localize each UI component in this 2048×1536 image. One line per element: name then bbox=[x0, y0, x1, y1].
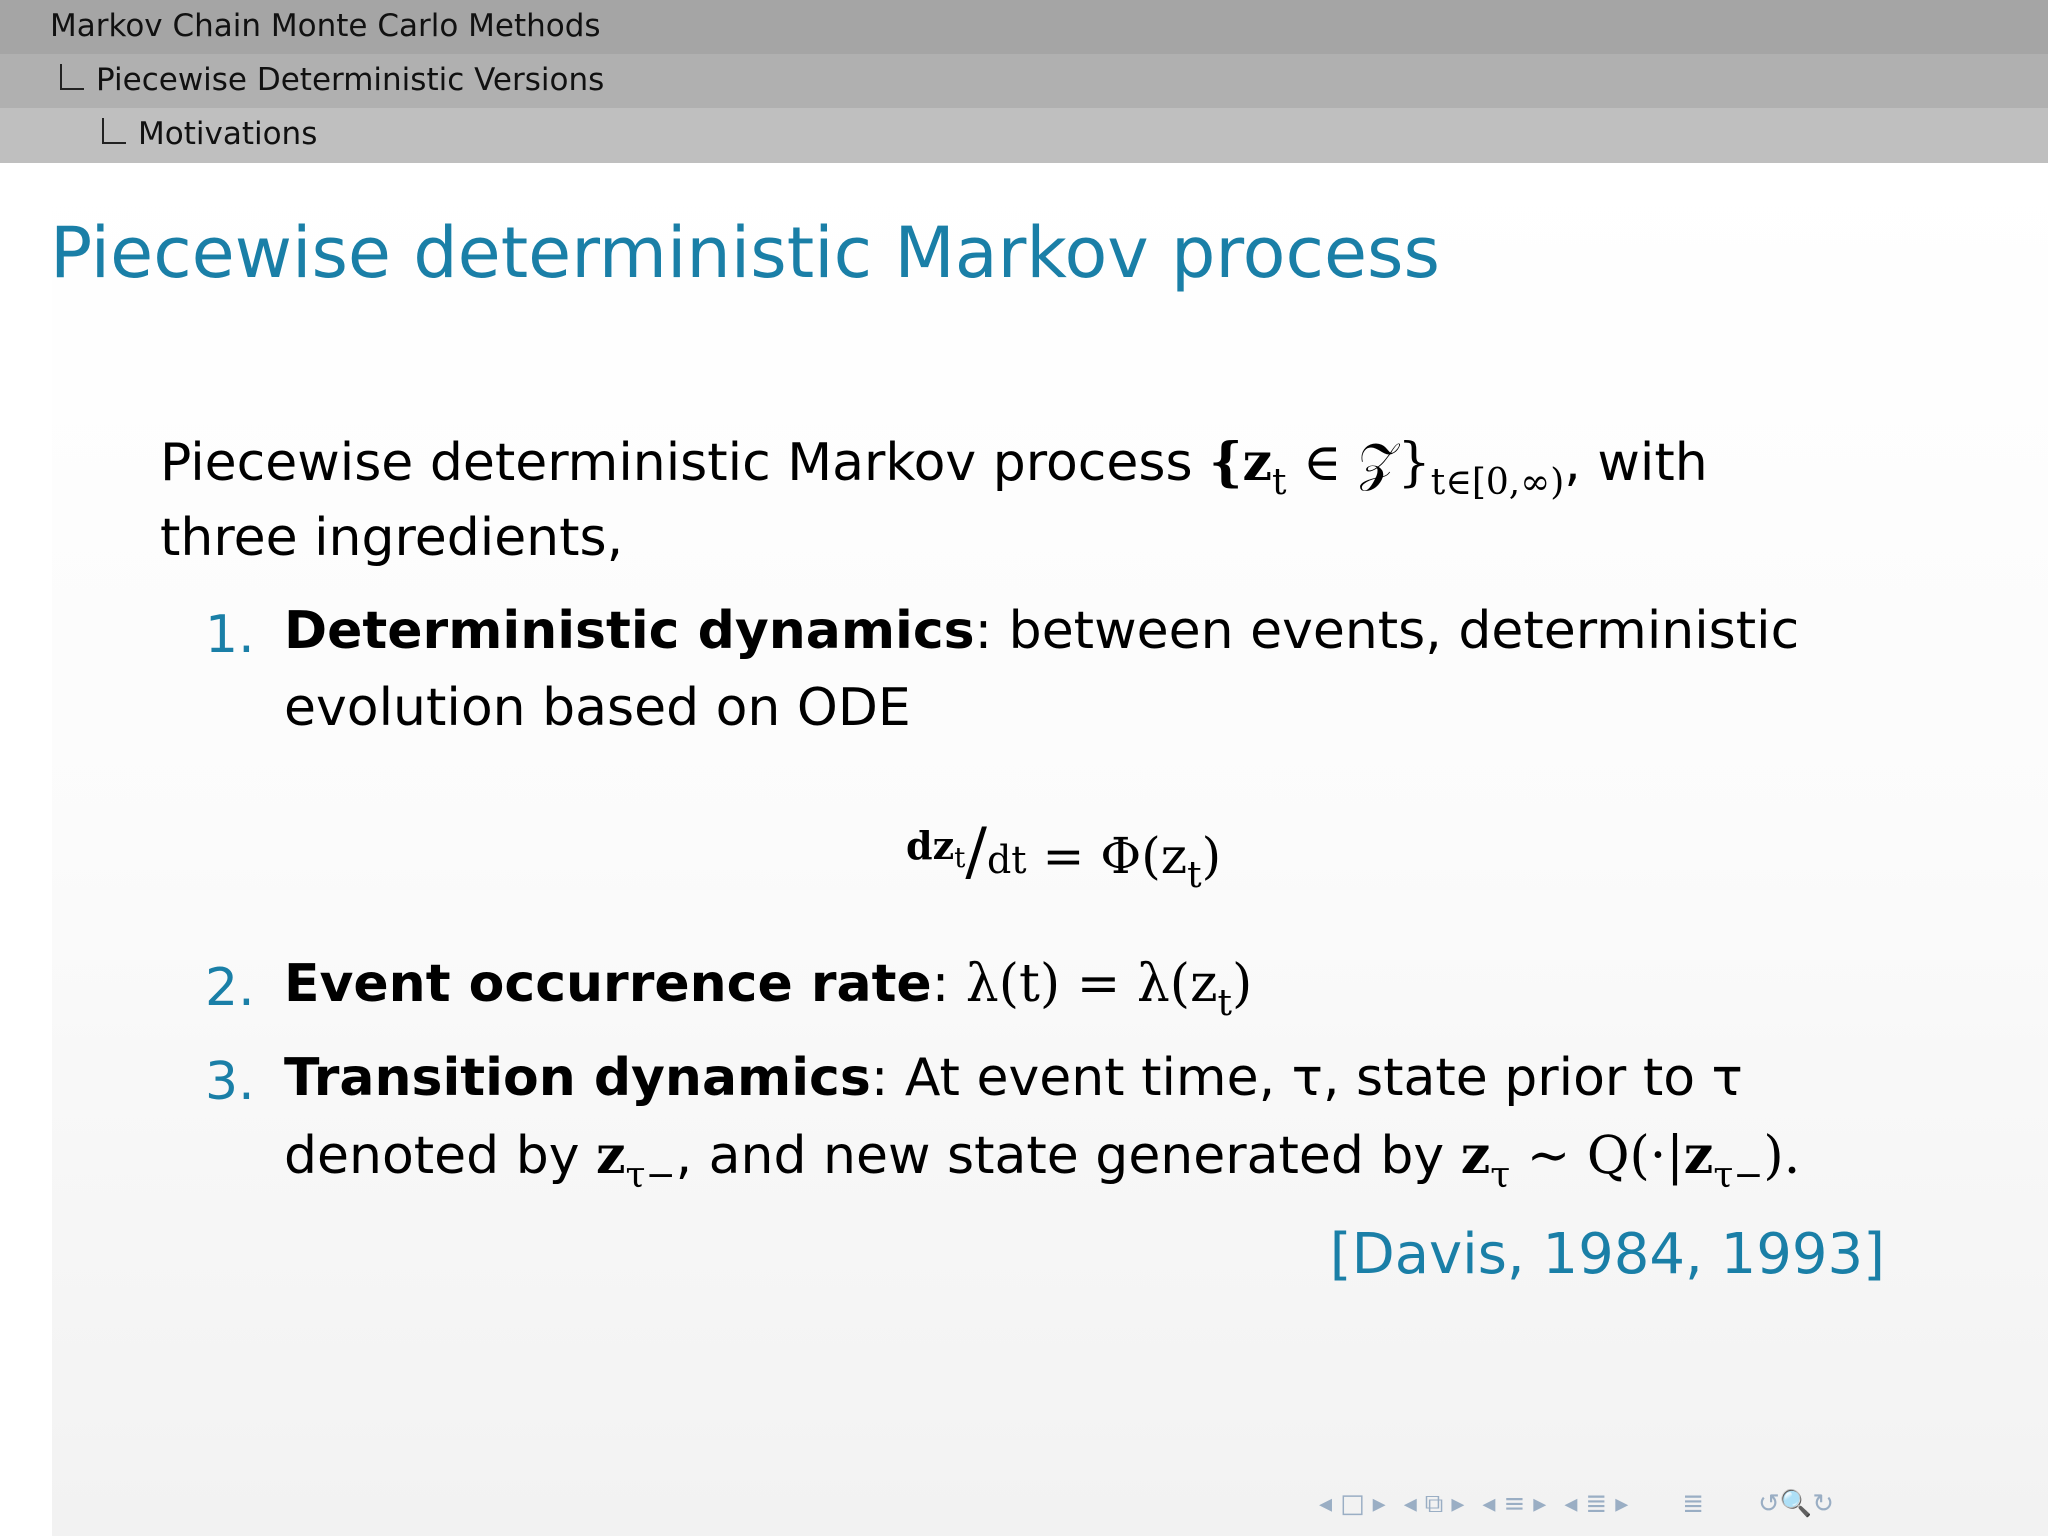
tree-connector-icon bbox=[102, 118, 126, 144]
frame-icon[interactable]: □ bbox=[1340, 1489, 1365, 1519]
subsection-icon[interactable]: ⧉ bbox=[1424, 1488, 1444, 1519]
header-subsubsection-link[interactable]: Motivations bbox=[138, 116, 318, 152]
header-subsection-bar bbox=[0, 54, 2048, 108]
list-number-2: 2. bbox=[205, 958, 255, 1018]
header-section-link[interactable]: Markov Chain Monte Carlo Methods bbox=[50, 8, 601, 44]
beamer-nav-bar bbox=[1315, 1490, 1838, 1518]
term-deterministic-dynamics: Deterministic dynamics bbox=[284, 601, 975, 661]
nav-right-arrow-icon[interactable]: ▸ bbox=[1615, 1489, 1629, 1519]
list-item-1-line-2: evolution based on ODE bbox=[284, 678, 911, 738]
ode-equation: $^{dz_t}/dt = \Phi(z_t)$ bbox=[906, 815, 1222, 896]
citation-link[interactable]: [Davis, 1984, 1993] bbox=[1329, 1222, 1885, 1287]
list-item-3-line-2: denoted by $z_{\tau-}$, and new state generated by $z_\tau$ ∼ $Q(\cdot|z_{\tau-})$. bbox=[284, 1125, 1801, 1196]
nav-left-arrow-icon[interactable]: ◂ bbox=[1564, 1489, 1578, 1519]
align-icon[interactable]: ≣ bbox=[1682, 1489, 1705, 1519]
nav-left-arrow-icon[interactable]: ◂ bbox=[1403, 1489, 1417, 1519]
intro-text-end: , with bbox=[1564, 433, 1708, 493]
header-subsubsection-bar bbox=[0, 108, 2048, 163]
nav-right-arrow-icon[interactable]: ▸ bbox=[1451, 1489, 1465, 1519]
intro-line-2: three ingredients, bbox=[160, 508, 624, 568]
intro-text: Piecewise deterministic Markov process bbox=[160, 433, 1210, 493]
list-item-2: Event occurrence rate: $\lambda(t) = \lambda(z_t)$ bbox=[284, 954, 1253, 1024]
header-subsection-link[interactable]: Piecewise Deterministic Versions bbox=[96, 62, 605, 98]
header-section-bar bbox=[0, 0, 2048, 54]
tree-connector-icon bbox=[60, 64, 84, 90]
nav-left-arrow-icon[interactable]: ◂ bbox=[1482, 1489, 1496, 1519]
section-icon[interactable]: ≡ bbox=[1503, 1489, 1526, 1519]
list-item-1-line-1: Deterministic dynamics: between events, deterministic bbox=[284, 601, 1800, 661]
nav-right-arrow-icon[interactable]: ▸ bbox=[1372, 1489, 1386, 1519]
search-icon[interactable]: ↺🔍↻ bbox=[1758, 1489, 1834, 1519]
intro-math: {$z_t$ ∈ $𝒵\}_{t\in[0,\infty)}$ bbox=[1209, 432, 1565, 503]
term-transition-dynamics: Transition dynamics bbox=[284, 1048, 871, 1108]
slide-icon[interactable]: ≣ bbox=[1585, 1489, 1608, 1519]
slide-title: Piecewise deterministic Markov process bbox=[50, 212, 1440, 294]
list-number-3: 3. bbox=[205, 1052, 255, 1112]
list-number-1: 1. bbox=[205, 605, 255, 665]
list-item-3-line-1: Transition dynamics: At event time, τ, state prior to τ bbox=[284, 1048, 1743, 1108]
nav-right-arrow-icon[interactable]: ▸ bbox=[1533, 1489, 1547, 1519]
nav-left-arrow-icon[interactable]: ◂ bbox=[1319, 1489, 1333, 1519]
intro-line-1 bbox=[160, 432, 1708, 503]
term-event-occurrence-rate: Event occurrence rate bbox=[284, 954, 932, 1014]
rate-math: $\lambda(t) = \lambda(z_t)$ bbox=[965, 954, 1253, 1024]
